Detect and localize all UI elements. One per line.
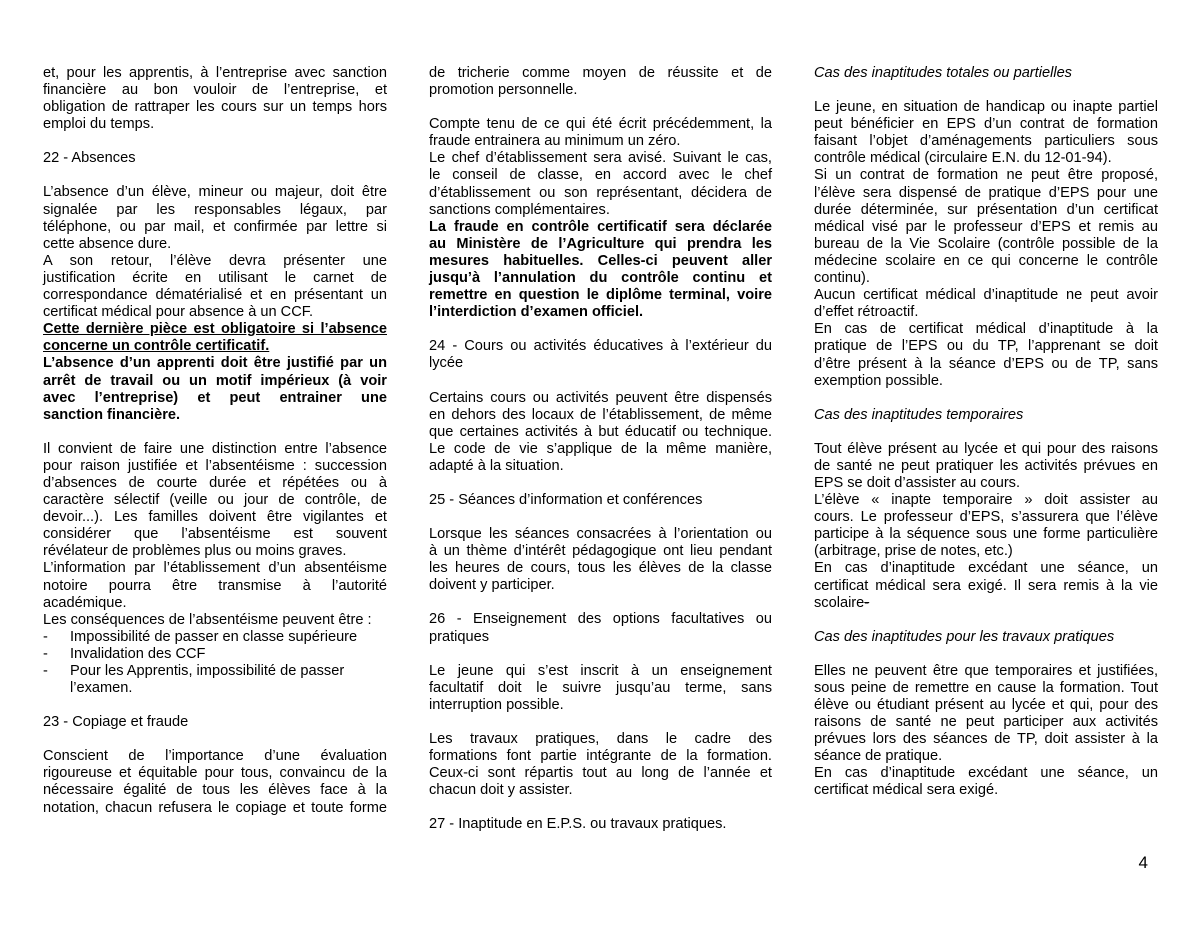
- paragraph: Lorsque les séances consacrées à l’orientation ou à un thème d’intérêt pédagogique ont lieu pendant les heures de cours, tous les élèves de la classe doivent y participer.: [429, 526, 772, 594]
- section-heading-25: 25 - Séances d’information et conférences: [429, 491, 703, 508]
- paragraph: Il convient de faire une distinction entre l’absence pour raison justifiée et l’absentéisme : succession d’absences de courte durée et répétées ou à caractère sélectif (veille ou jour de contrôle, de devoir...). Les familles doivent être vigilantes et considérer que l’absentéisme est souvent révélateur de problèmes plus ou moins graves.: [43, 440, 387, 560]
- paragraph: L’absence d’un élève, mineur ou majeur, doit être signalée par les responsables légaux, par téléphone, ou par mail, et confirmée par lettre si cette absence dure.: [43, 184, 387, 252]
- paragraph: En cas d’inaptitude excédant une séance, un certificat médical sera exigé.: [814, 765, 1158, 799]
- section-heading-24: 24 - Cours ou activités éducatives à l’extérieur du lycée: [429, 338, 772, 372]
- revision-mark: -: [864, 594, 870, 611]
- bold-paragraph: L’absence d’un apprenti doit être justifié par un arrêt de travail ou un motif impérieux (à voir avec l’entreprise) et peut entrainer une sanction financière.: [43, 355, 387, 423]
- paragraph: Les conséquences de l’absentéisme peuvent être :: [43, 611, 372, 628]
- bold-paragraph: La fraude en contrôle certificatif sera déclarée au Ministère de l’Agriculture qui prendra les mesures habituelles. Celles-ci peuvent aller jusqu’à l’annulation du contrôle continu et remettre en question le diplôme terminal, voire l’interdiction d’examen officiel.: [429, 218, 772, 321]
- paragraph: Si un contrat de formation ne peut être proposé, l’élève sera dispensé de pratique d’EPS pour une durée déterminée, sur présentation d’un certificat médical visé par le professeur d’EPS et remis au bureau de la Vie Scolaire (contrôle possible de la médecine scolaire en ce qui concerne le contrôle continu).: [814, 167, 1158, 287]
- page-number: 4: [1138, 853, 1148, 872]
- subsection-heading: Cas des inaptitudes pour les travaux pratiques: [814, 628, 1115, 645]
- column-right: [814, 65, 1158, 817]
- column-left: [43, 65, 387, 834]
- paragraph: Tout élève présent au lycée et qui pour des raisons de santé ne peut pratiquer les activités prévues en EPS se doit d’assister au cours.: [814, 440, 1158, 491]
- consequences-list: [43, 629, 387, 697]
- paragraph: L’information par l’établissement d’un absentéisme notoire pourra être transmise à l’autorité académique.: [43, 560, 387, 611]
- paragraph: Les travaux pratiques, dans le cadre des formations font partie intégrante de la formation. Ceux-ci sont répartis tout au long de l’année et chacun doit y assister.: [429, 730, 772, 799]
- paragraph: Le chef d’établissement sera avisé. Suivant le cas, le conseil de classe, en accord avec le chef d’établissement ou son représentant, décidera de sanctions complémentaires.: [429, 150, 772, 218]
- paragraph: Compte tenu de ce qui été écrit précédemment, la fraude entrainera au minimum un zéro.: [429, 116, 772, 150]
- paragraph: et, pour les apprentis, à l’entreprise avec sanction financière au bon vouloir de l’entreprise, et obligation de rattraper les cours sur un temps hors emploi du temps.: [43, 65, 387, 133]
- paragraph: Le jeune, en situation de handicap ou inapte partiel peut bénéficier en EPS d’un contrat de formation faisant l’objet d’aménagements particuliers sous contrôle médical (circulaire E.N. du 12-01-94).: [814, 99, 1158, 167]
- section-heading-26: 26 - Enseignement des options facultatives ou pratiques: [429, 611, 772, 645]
- section-heading-27: 27 - Inaptitude en E.P.S. ou travaux pratiques.: [429, 816, 727, 833]
- paragraph: Elles ne peuvent être que temporaires et justifiées, sous peine de remettre en cause la formation. Tout élève ou étudiant présent au lycée et qui, pour des raisons de santé ne peut participer aux activités prévues lors des séances de TP, doit assister à la séance de pratique.: [814, 662, 1158, 765]
- line-end: scolaire: [814, 594, 865, 611]
- subsection-heading: Cas des inaptitudes temporaires: [814, 406, 1024, 423]
- paragraph: Aucun certificat médical d’inaptitude ne peut avoir d’effet rétroactif.: [814, 287, 1158, 321]
- list-item: - Impossibilité de passer en classe supérieure: [43, 629, 387, 646]
- subsection-heading: Cas des inaptitudes totales ou partielles: [814, 65, 1072, 81]
- list-item: - Invalidation des CCF: [43, 646, 387, 663]
- paragraph: En cas de certificat médical d’inaptitude à la pratique de l’EPS ou du TP, l’apprenant se doit d’être présent à la séance d’EPS ou de TP, sans exemption possible.: [814, 321, 1158, 389]
- column-middle: [429, 65, 772, 850]
- paragraph: A son retour, l’élève devra présenter une justification écrite en utilisant le carnet de correspondance dématérialisé et en présentant un certificat médical pour absence à un CCF.: [43, 252, 387, 321]
- paragraph: Conscient de l’importance d’une évaluation rigoureuse et équitable pour tous, convaincu de la nécessaire égalité de tous les élèves face à la notation, chacun refusera le copiage et toute forme: [43, 748, 387, 816]
- list-item: - Pour les Apprentis, impossibilité de passer l’examen.: [43, 663, 387, 697]
- paragraph: Le jeune qui s’est inscrit à un enseignement facultatif doit le suivre jusqu’au terme, sans interruption possible.: [429, 662, 772, 713]
- paragraph: En cas d’inaptitude excédant une séance, un certificat médical sera exigé. Il sera remis à la vie scolaire-: [814, 560, 1158, 611]
- paragraph: Certains cours ou activités peuvent être dispensés en dehors des locaux de l’établissement, de même que certaines activités à but éducatif ou technique. Le code de vie s’applique de la même manière, adapté à la situation.: [429, 389, 772, 474]
- emphasis-paragraph: Cette dernière pièce est obligatoire si l’absence concerne un contrôle certificatif.: [43, 321, 387, 355]
- paragraph: L’élève « inapte temporaire » doit assister au cours. Le professeur d’EPS, s’assurera que l’élève participe à la séquence sous une forme particulière (arbitrage, prise de notes, etc.): [814, 492, 1158, 560]
- paragraph: de tricherie comme moyen de réussite et de promotion personnelle.: [429, 65, 772, 99]
- section-heading-23: 23 - Copiage et fraude: [43, 714, 189, 731]
- section-heading-22: 22 - Absences: [43, 150, 136, 167]
